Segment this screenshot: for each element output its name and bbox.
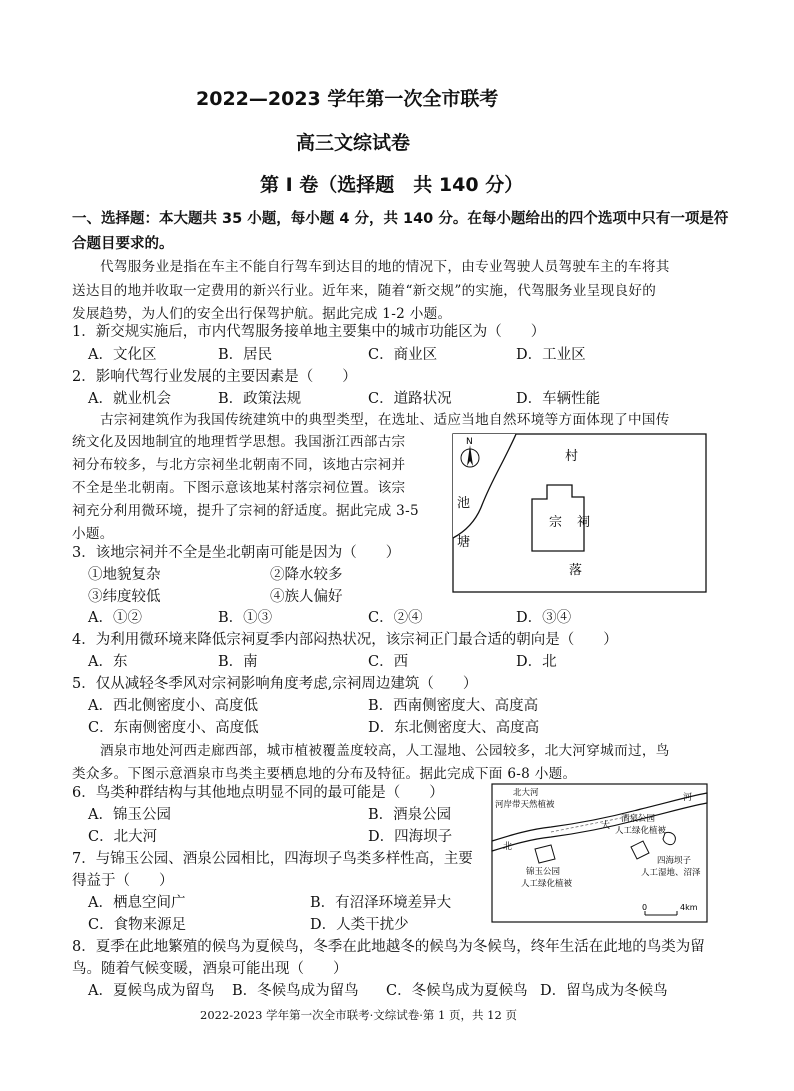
- q8-stem: 8．夏季在此地繁殖的候鸟为夏候鸟，冬季在此地越冬的候鸟为冬候鸟，终年生活在此地的鸟类为留: [72, 939, 705, 955]
- q6-option-c: C．北大河: [88, 829, 158, 845]
- q4-option-b: B．南: [218, 654, 258, 670]
- q2-option-b: B．政策法规: [218, 391, 302, 407]
- q1-option-d: D．工业区: [516, 347, 586, 363]
- q6-option-d: D．四海坝子: [368, 829, 453, 845]
- exam-subtitle: 高三文综试卷: [296, 132, 411, 154]
- label-he: 河: [683, 793, 693, 803]
- q3-item-1: ①地貌复杂: [88, 567, 161, 583]
- label-jinyu-park: 锦玉公园: [526, 867, 561, 877]
- passage-2-line: 祠充分利用微环境，提升了宗祠的舒适度。据此完成 3-5: [72, 503, 419, 519]
- label-ci: 祠: [577, 515, 591, 530]
- passage-2-line: 古宗祠建筑作为我国传统建筑中的典型类型，在选址、适应当地自然环境等方面体现了中国传: [100, 412, 670, 428]
- label-cun: 村: [565, 449, 579, 464]
- label-sihai-bazi-desc: 人工湿地、沼泽: [641, 868, 701, 878]
- passage-3-line: 酒泉市地处河西走廊西部，城市植被覆盖度较高，人工湿地、公园较多，北大河穿城而过，鸟: [100, 743, 670, 759]
- q8-option-b: B．冬候鸟成为留鸟: [232, 983, 359, 999]
- label-jiuquan-park: 酒泉公园: [621, 814, 656, 824]
- q2-stem: 2．影响代驾行业发展的主要因素是（ ）: [72, 369, 357, 385]
- q7-option-a: A．栖息空间广: [88, 895, 186, 911]
- q5-option-c: C．东南侧密度小、高度低: [88, 720, 259, 736]
- q7-option-c: C．食物来源足: [88, 917, 187, 933]
- label-sihai-bazi: 四海坝子: [657, 856, 692, 866]
- q3-option-c: C．②④: [368, 610, 423, 626]
- q7-stem: 7．与锦玉公园、酒泉公园相比，四海坝子鸟类多样性高，主要: [72, 851, 473, 867]
- q7-option-b: B．有沼泽环境差异大: [310, 895, 452, 911]
- passage-2-line: 统文化及因地制宜的地理哲学思想。我国浙江西部古宗: [72, 434, 406, 450]
- jiuquan-habitat-map: [491, 783, 708, 923]
- label-beida-river: 北大河: [513, 788, 539, 798]
- q5-option-d: D．东北侧密度大、高度高: [368, 720, 540, 736]
- label-zong: 宗: [549, 515, 563, 530]
- label-tang: 塘: [457, 535, 471, 550]
- q3-option-a: A．①②: [88, 610, 142, 626]
- q7-option-d: D．人类干扰少: [310, 917, 409, 933]
- north-label: N: [466, 437, 473, 447]
- q4-stem: 4．为利用微环境来降低宗祠夏季内部闷热状况，该宗祠正门最合适的朝向是（ ）: [72, 632, 618, 648]
- scale-unit: 4km: [680, 903, 698, 912]
- passage-1-line: 发展趋势，为人们的安全出行保驾护航。据此完成 1-2 小题。: [72, 306, 452, 322]
- label-riverbank: 河岸带天然植被: [495, 800, 555, 810]
- q6-option-b: B．酒泉公园: [368, 807, 452, 823]
- q7-stem-cont: 得益于（ ）: [72, 873, 174, 889]
- label-chi: 池: [457, 496, 471, 511]
- passage-2-line: 祠分布较多，与北方宗祠坐北朝南不同，该地古宗祠并: [72, 457, 406, 473]
- scale-zero: 0: [642, 903, 648, 912]
- q8-stem-cont: 鸟。随着气候变暖，酒泉可能出现（ ）: [72, 961, 348, 977]
- passage-2-line: 小题。: [72, 526, 114, 542]
- q3-item-3: ③纬度较低: [88, 589, 161, 605]
- q3-item-2: ②降水较多: [270, 567, 343, 583]
- q3-option-b: B．①③: [218, 610, 273, 626]
- label-jiuquan-park-desc: 人工绿化植被: [615, 826, 667, 836]
- label-bei: 北: [503, 842, 513, 852]
- exam-title: 2022—2023 学年第一次全市联考: [196, 88, 499, 110]
- q2-option-a: A．就业机会: [88, 391, 171, 407]
- passage-3-line: 类众多。下图示意酒泉市鸟类主要栖息地的分布及特征。据此完成下面 6-8 小题。: [72, 766, 577, 782]
- q5-stem: 5．仅从减轻冬季风对宗祠影响角度考虑,宗祠周边建筑（ ）: [72, 676, 478, 692]
- q1-stem: 1．新交规实施后，市内代驾服务接单地主要集中的城市功能区为（ ）: [72, 324, 546, 340]
- q8-option-c: C．冬候鸟成为夏候鸟: [386, 983, 528, 999]
- label-luo: 落: [569, 563, 583, 578]
- passage-2-line: 不全是坐北朝南。下图示意该地某村落宗祠位置。该宗: [72, 480, 406, 496]
- label-da: 大: [601, 821, 611, 831]
- q2-option-d: D．车辆性能: [516, 391, 601, 407]
- q6-stem: 6．鸟类种群结构与其他地点明显不同的最可能是（ ）: [72, 785, 444, 801]
- q4-option-c: C．西: [368, 654, 409, 670]
- section-instruction-cont: 合题目要求的。: [72, 236, 174, 252]
- label-jinyu-park-desc: 人工绿化植被: [521, 879, 573, 889]
- q3-stem: 3．该地宗祠并不全是坐北朝南可能是因为（ ）: [72, 545, 401, 561]
- q1-option-b: B．居民: [218, 347, 273, 363]
- q5-option-b: B．西南侧密度大、高度高: [368, 698, 539, 714]
- q1-option-c: C．商业区: [368, 347, 438, 363]
- q8-option-d: D．留鸟成为冬候鸟: [540, 983, 668, 999]
- passage-1-line: 送达目的地并收取一定费用的新兴行业。近年来，随着“新交规”的实施，代驾服务业呈现良好的: [72, 283, 657, 299]
- q3-option-d: D．③④: [516, 610, 572, 626]
- q4-option-d: D．北: [516, 654, 557, 670]
- q3-item-4: ④族人偏好: [270, 589, 343, 605]
- section-heading: 第 I 卷（选择题 共 140 分）: [260, 174, 524, 196]
- section-instruction: 一、选择题：本大题共 35 小题，每小题 4 分，共 140 分。在每小题给出的四个选项中只有一项是符: [72, 211, 729, 227]
- page-footer: 2022-2023 学年第一次全市联考·文综试卷·第 1 页，共 12 页: [200, 1008, 517, 1022]
- q4-option-a: A．东: [88, 654, 128, 670]
- ancestral-hall-map: [452, 433, 707, 593]
- q2-option-c: C．道路状况: [368, 391, 452, 407]
- q8-option-a: A．夏候鸟成为留鸟: [88, 983, 215, 999]
- q1-option-a: A．文化区: [88, 347, 157, 363]
- passage-1-line: 代驾服务业是指在车主不能自行驾车到达目的地的情况下，由专业驾驶人员驾驶车主的车将其: [100, 259, 670, 275]
- q6-option-a: A．锦玉公园: [88, 807, 171, 823]
- q5-option-a: A．西北侧密度小、高度低: [88, 698, 258, 714]
